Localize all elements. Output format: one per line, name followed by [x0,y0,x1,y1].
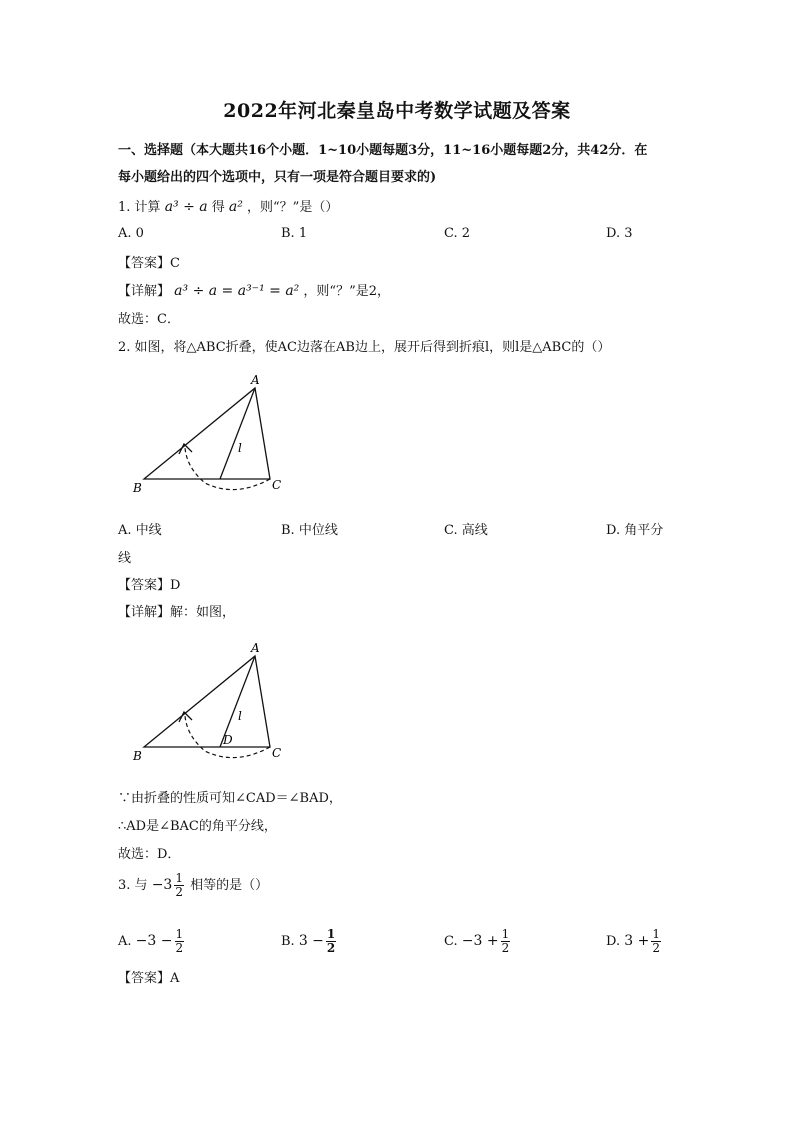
q3-mixed-whole: −3 [151,877,173,893]
q1-answer: 【答案】C [118,256,180,271]
q2-detail: 【详解】解：如图， [118,605,236,620]
q3-stem-pre: 3. 与 [118,878,148,893]
q3-fraction-den: 2 [175,885,183,899]
label-b-solution: B [133,749,142,763]
q3-option-b-den: 2 [326,941,336,955]
q1-detail-post: ，则“？”是2， [303,284,390,299]
q3-option-c-num: 1 [501,927,510,941]
q3-option-c-frac [501,928,511,955]
q3-option-b-frac [326,928,336,955]
q2-option-a: A. 中线 [118,523,162,538]
q1-conclusion: 故选：C． [118,312,180,327]
label-a-solution: A [251,641,260,655]
label-l: l [238,441,242,455]
q1-detail [118,280,390,299]
q2-figure-2 [125,636,295,766]
q1-option-b: B. 1 [281,226,308,241]
q3-option-a-num: 1 [175,927,184,941]
q1-option-a: A. 0 [118,226,144,241]
q2-option-c: C. 高线 [444,523,488,538]
q1-detail-label: 【详解】 [118,284,171,299]
q1-stem-pre: 1. 计算 [118,200,161,215]
label-c: C [272,478,282,492]
q3-option-a-label: A. [118,934,132,949]
q3-option-a-expr: −3 − [135,933,173,949]
section-heading-line2: 每小题给出的四个选项中，只有一项是符合题目要求的) [118,170,437,185]
q1-detail-expression: a³ ÷ a = a³⁻¹ = a² [174,283,300,299]
q3-option-d-expr: 3 + [624,933,650,949]
q1-stem-post: ，则“？”是（） [247,200,339,215]
q3-option-a [118,928,186,955]
q3-stem [118,872,268,899]
q1-stem [118,196,338,215]
q3-fraction [174,872,184,899]
q2-answer: 【答案】D [118,578,181,593]
q3-option-d [606,928,663,955]
q1-option-c: C. 2 [444,226,471,241]
q1-result: a² [228,199,243,215]
fold-arc [185,448,270,490]
q3-option-b-label: B. [281,934,295,949]
label-b: B [133,481,142,495]
q1-expression: a³ ÷ a [164,199,208,215]
q3-option-d-frac [651,928,661,955]
q2-figure-1 [125,368,295,498]
q3-option-c-expr: −3 + [461,933,499,949]
triangle-abc [144,388,270,479]
label-c-solution: C [272,746,282,760]
q2-stem: 2. 如图，将△ABC折叠，使AC边落在AB边上，展开后得到折痕l，则l是△ABC的（） [118,340,611,355]
label-d-solution: D [223,733,233,747]
q3-option-d-num: 1 [652,927,660,941]
q3-option-a-frac [175,928,185,955]
q3-option-c-den: 2 [501,941,510,955]
q2-option-b: B. 中位线 [281,523,338,538]
q3-option-b [281,928,338,955]
q3-option-a-den: 2 [175,941,184,955]
q2-therefore: ∴AD是∠BAC的角平分线， [118,819,277,834]
q2-conclusion: 故选：D． [118,847,181,862]
q3-option-c-label: C. [444,934,458,949]
q3-option-b-num: 1 [326,927,336,941]
q3-answer: 【答案】A [118,971,180,986]
q3-option-c [444,928,512,955]
q1-option-d: D. 3 [606,226,633,241]
q3-stem-post: 相等的是（） [190,878,269,893]
q2-option-d-wrap: 线 [118,551,132,566]
label-l-solution: l [238,709,242,723]
q2-reason: ∵由折叠的性质可知∠CAD＝∠BAD， [118,791,342,806]
triangle-abc-solution [144,656,270,747]
q3-fraction-num: 1 [175,871,183,885]
q3-option-b-expr: 3 − [298,933,324,949]
q2-option-d: D. 角平分 [606,523,664,538]
q1-stem-mid: 得 [211,200,225,215]
label-a: A [251,373,260,387]
q3-option-d-den: 2 [652,941,660,955]
section-heading-line1: 一、选择题（本大题共16个小题．1~10小题每题3分，11~16小题每题2分，共42分．在 [118,143,648,158]
q3-option-d-label: D. [606,934,621,949]
page-title: 2022年河北秦皇岛中考数学试题及答案 [223,100,571,122]
